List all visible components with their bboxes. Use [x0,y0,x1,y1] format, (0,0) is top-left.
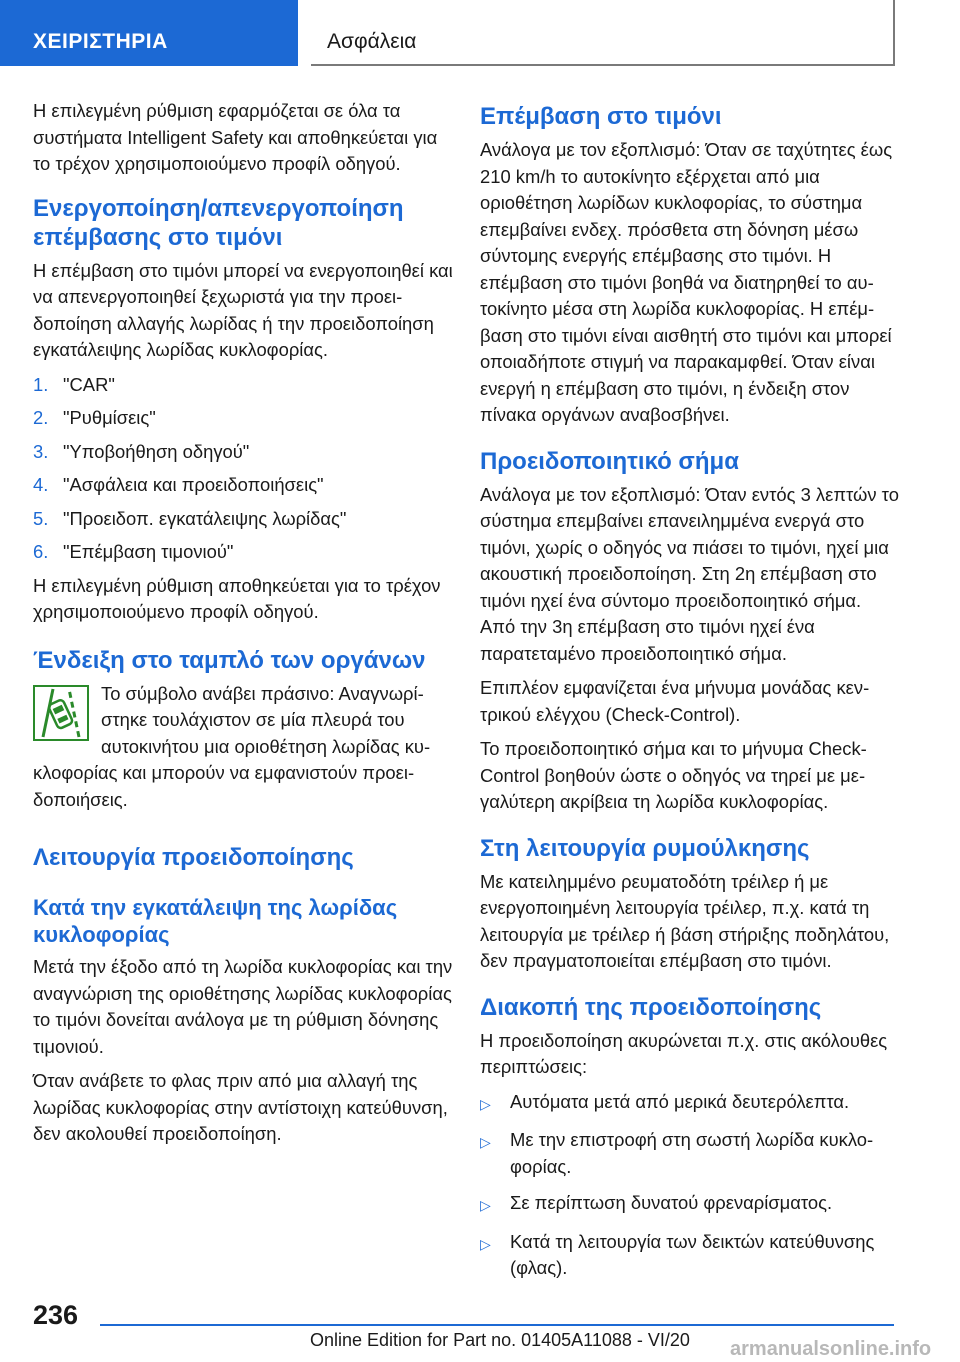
paragraph: Μετά την έξοδο από τη λωρίδα κυκλοφορίας και την αναγνώριση της οριοθέτησης λωρίδας κυκλοφορίας το τιμόνι δονείται ανάλογα με τη ρύθμιση δόνησης τιμονιού. [33,956,453,1057]
heading-steering-intervention: Επέμβαση στο τιμόνι [480,103,722,130]
section-tab [0,0,298,66]
steps-list [33,372,453,566]
interrupt-list [480,1089,900,1282]
list-item: 2. "Ρυθμίσεις" [33,407,156,428]
right-column [480,98,900,1292]
heading-warning-function: Λειτουργία προειδοποίησης [33,844,354,871]
heading-interrupt-warning: Διακοπή της προειδοποίησης [480,993,822,1021]
list-item: 6. "Επέμβαση τιμονιού" [33,541,234,562]
triangle-bullet-icon: ▷ [480,1095,491,1112]
paragraph: Με κατειλημμένο ρευματοδότη τρέιλερ ή με ενεργοποιημένη λειτουργία τρέιλερ, π.χ. κατά τη λειτουργία με τρέιλερ ή βάση στήριξης ποδηλάτου, δεν πραγματοποιείται επέμβαση στο τιμόνι. [480,870,890,971]
list-item: ▷ Κατά τη λειτουργία των δεικτών κατεύθυνσης (φλας). [480,1229,900,1282]
heading-warning-signal: Προειδοποιητικό σήμα [480,447,739,475]
lane-departure-icon [33,685,89,741]
page-header [0,0,960,66]
list-item: 4. "Ασφάλεια και προειδοποιήσεις" [33,474,324,495]
edition-info: Online Edition for Part no. 01405A11088 - VI/20 [310,1330,690,1350]
list-item: ▷ Με την επιστροφή στη σωστή λωρίδα κυκλοφορίας. [480,1127,900,1180]
paragraph: Η επέμβαση στο τιμόνι μπορεί να ενεργοποιηθεί και να απενεργοποιηθεί ξεχωριστά για την προειδοποίηση αλλαγής λωρίδας ή την προειδοποίηση εγκατάλειψης λωρίδας κυκλοφορίας. [33,259,453,360]
heading-trailer-mode: Στη λειτουργία ρυμούλκησης [480,834,810,862]
paragraph: Ανάλογα με τον εξοπλισμό: Όταν σε ταχύτητες έως 210 km/h το αυτοκίνητο εξέρχεται από μια οριοθέτηση λωρίδων κυκλοφορίας, το σύστημα επεμβαίνει ενδεχ. πρόσθετα στη δόνηση μέσω σύντομης ενεργής επέμβασης στο τιμόνι. Η επέμβαση στο τιμόνι βοηθά να διατηρηθεί το αυτοκίνητο μέσα στη λωρίδα κυκλοφορίας. Η επέμβαση στο τιμόνι είναι αισθητή στο τιμόνι και μπορεί οποιαδήποτε στιγμή να παρακαμφθεί. Όταν είναι ενεργή η επέμβαση στο τιμόνι, η ένδειξη στον πίνακα οργάνων αναβοσβήνει. [480,139,893,425]
footer-divider [100,1324,894,1326]
paragraph: Ανάλογα με τον εξοπλισμό: Όταν εντός 3 λεπτών το σύστημα επεμβαίνει επανειλημμένα ενεργά στο τιμόνι, χωρίς ο οδηγός να πιάσει το τιμόνι, ηχεί μια ακουστική προειδοποίηση. Στη 2η επέμβαση στο τιμόνι ηχεί ένα σύντομο προειδοποιητικό σήμα. Από την 3η επέμβαση στο τιμόνι ηχεί ένα παρατεταμένο προειδοποιητικό σήμα. [480,483,899,664]
paragraph: Επιπλέον εμφανίζεται ένα μήνυμα μονάδας κεντρικού ελέγχου (Check-Control). [480,677,870,725]
chapter-title: Ασφάλεια [327,30,417,53]
icon-paragraph [33,681,453,814]
paragraph: Η προειδοποίηση ακυρώνεται π.χ. στις ακόλουθες περιπτώσεις: [480,1029,888,1077]
heading-leaving-lane: Κατά την εγκατάλειψη της λωρίδας κυκλοφορίας [33,895,398,947]
triangle-bullet-icon: ▷ [480,1134,491,1150]
page-number: 236 [33,1300,79,1330]
list-item: ▷ Σε περίπτωση δυνατού φρεναρίσματος. [480,1190,900,1219]
paragraph: Το σύμβολο ανάβει πράσινο: Αναγνωρίστηκε τουλάχιστον σε μία πλευρά του αυτοκινήτου μια οριοθέτηση λωρίδας κυκλοφορίας και μπορούν να εμφανιστούν προειδοποιήσεις. [33,682,431,810]
triangle-bullet-icon: ▷ [480,1235,491,1252]
paragraph: Το προειδοποιητικό σήμα και το μήνυμα Check-Control βοηθούν ώστε ο οδηγός να τηρεί με μεγαλύτερη ακρίβεια τη λωρίδα κυκλοφορίας. [480,738,867,812]
list-item: 1. "CAR" [33,373,115,395]
paragraph: Η επιλεγμένη ρύθμιση εφαρμόζεται σε όλα τα συστήματα Intelligent Safety και αποθηκεύεται για το τρέχον χρησιμοποιούμενο προφίλ οδηγού. [33,100,438,174]
triangle-bullet-icon: ▷ [480,1197,491,1213]
left-column [33,98,453,1156]
heading-activate-steering: Ενεργοποίηση/απενεργοποίηση επέμβασης στο τιμόνι [33,194,404,251]
paragraph: Η επιλεγμένη ρύθμιση αποθηκεύεται για το τρέχον χρησιμοποιούμενο προφίλ οδηγού. [33,574,441,622]
list-item: 5. "Προειδοπ. εγκατάλειψης λωρίδας" [33,507,347,529]
list-item: ▷ Αυτόματα μετά από μερικά δευτερόλεπτα. [480,1089,900,1118]
list-item: 3. "Υποβοήθηση οδηγού" [33,440,250,462]
heading-instrument-display: Ένδειξη στο ταμπλό των οργάνων [33,646,426,674]
chapter-box [311,0,895,66]
paragraph: Όταν ανάβετε το φλας πριν από μια αλλαγή της λωρίδας κυκλοφορίας στην αντίστοιχη κατεύθυνση, δεν ακολουθεί προειδοποίηση. [33,1070,448,1144]
section-title: ΧΕΙΡΙΣΤΗΡΙΑ [33,30,168,53]
watermark: armanualsonline.info [730,1338,932,1360]
